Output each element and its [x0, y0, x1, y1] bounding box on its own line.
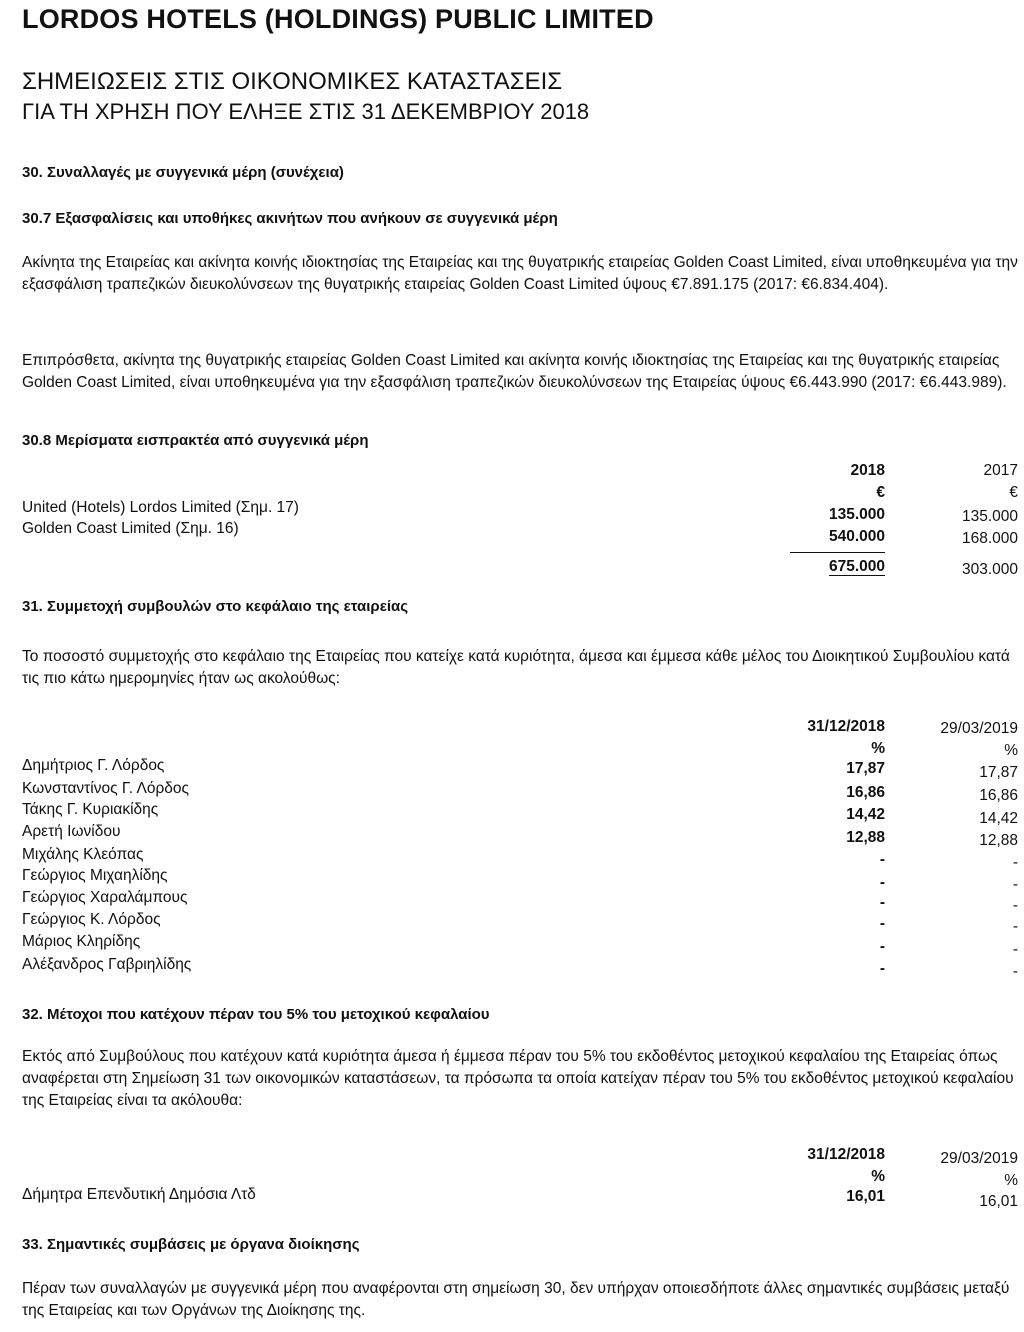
director-name: Κωνσταντίνος Γ. Λόρδος: [22, 780, 189, 797]
shareholders-unit-b: %: [1004, 1172, 1018, 1189]
dividends-col-2018: 2018: [850, 462, 885, 479]
dividends-row-2018: 540.000: [828, 528, 885, 545]
dividends-row-label: United (Hotels) Lordos Limited (Σημ. 17): [22, 499, 299, 516]
dividends-total-2017: 303.000: [961, 561, 1018, 578]
directors-col-b: 29/03/2019: [940, 720, 1018, 737]
shareholders-col-b: 29/03/2019: [940, 1150, 1018, 1167]
note31-paragraph: Το ποσοστό συμμετοχής στο κεφάλαιο της Εταιρείας που κατείχε κατά κυριότητα, άμεσα και έμμεσα κάθε μέλος του Διοικητικού Συμβουλίου κατά τις πιο κάτω ημερομηνίες ήταν ως ακολούθως:: [22, 648, 1010, 687]
dividends-row-2018: 135.000: [828, 506, 885, 523]
director-pct-b: -: [1012, 876, 1018, 893]
dividends-row-2017: 135.000: [961, 508, 1018, 525]
director-pct-a: -: [879, 894, 885, 911]
director-pct-b: -: [1012, 963, 1018, 980]
note33-paragraph: Πέραν των συναλλαγών με συγγενικά μέρη που αναφέρονται στη σημείωση 30, δεν υπήρχαν οποιεσδήποτε άλλες σημαντικές συμβάσεις μεταξύ της Εταιρείας και των Οργάνων της Διοίκησης της.: [22, 1280, 1010, 1319]
shareholder-pct-a: 16,01: [846, 1188, 885, 1205]
document-subtitle: ΓΙΑ ΤΗ ΧΡΗΣΗ ΠΟΥ ΕΛΗΞΕ ΣΤΙΣ 31 ΔΕΚΕΜΒΡΙΟΥ 2018: [22, 99, 590, 124]
dividends-subtotal-rule: [790, 552, 885, 553]
director-pct-b: 14,42: [979, 810, 1018, 827]
director-pct-b: -: [1012, 897, 1018, 914]
note32-heading: 32. Μέτοχοι που κατέχουν πέραν του 5% του μετοχικού κεφαλαίου: [22, 1006, 490, 1023]
dividends-total-2018: [765, 558, 885, 576]
director-pct-a: -: [879, 915, 885, 932]
dividends-row-2017: 168.000: [961, 530, 1018, 547]
directors-unit-a: %: [871, 740, 885, 757]
shareholders-unit-a: %: [871, 1168, 885, 1185]
note32-paragraph: Εκτός από Συμβούλους που κατέχουν κατά κυριότητα άμεσα ή έμμεσα πέραν του 5% του εκδοθέντος μετοχικού κεφαλαίου της Εταιρείας όπως αναφέρεται στη Σημείωση 31 των οικονομικών καταστάσεων, τα πρόσωπα τα οποία κατείχαν πέραν του 5% του εκδοθέντος μετοχικού κεφαλαίου της Εταιρείας είναι τα ακόλουθα:: [22, 1048, 1014, 1109]
note30-7-heading: 30.7 Εξασφαλίσεις και υποθήκες ακινήτων που ανήκουν σε συγγενικά μέρη: [22, 210, 558, 227]
note33-heading: 33. Σημαντικές συμβάσεις με όργανα διοίκησης: [22, 1236, 360, 1253]
director-pct-b: 17,87: [979, 764, 1018, 781]
director-pct-b: 16,86: [979, 787, 1018, 804]
director-pct-a: 17,87: [846, 760, 885, 777]
shareholders-col-a: 31/12/2018: [807, 1146, 885, 1163]
director-pct-a: 14,42: [846, 806, 885, 823]
shareholder-name: Δήμητρα Επενδυτική Δημόσια Λτδ: [22, 1186, 256, 1203]
director-name: Αρετή Ιωνίδου: [22, 823, 121, 840]
dividends-currency-2018: €: [876, 484, 885, 501]
director-pct-a: -: [879, 938, 885, 955]
director-pct-a: 12,88: [846, 829, 885, 846]
note31-heading: 31. Συμμετοχή συμβουλών στο κεφάλαιο της εταιρείας: [22, 598, 409, 615]
note30-heading: 30. Συναλλαγές με συγγενικά μέρη (συνέχεια): [22, 164, 344, 181]
director-pct-a: -: [879, 960, 885, 977]
directors-col-a: 31/12/2018: [807, 718, 885, 735]
director-pct-a: -: [879, 851, 885, 868]
director-pct-b: 12,88: [979, 832, 1018, 849]
document-title: ΣΗΜΕΙΩΣΕΙΣ ΣΤΙΣ ΟΙΚΟΝΟΜΙΚΕΣ ΚΑΤΑΣΤΑΣΕΙΣ: [22, 68, 563, 95]
dividends-currency-2017: €: [1009, 484, 1018, 501]
director-pct-a: 16,86: [846, 784, 885, 801]
director-name: Δημήτριος Γ. Λόρδος: [22, 757, 165, 774]
director-pct-b: -: [1012, 941, 1018, 958]
director-pct-b: -: [1012, 918, 1018, 935]
dividends-row-label: Golden Coast Limited (Σημ. 16): [22, 520, 239, 537]
shareholder-pct-b: 16,01: [979, 1193, 1018, 1210]
director-name: Αλέξανδρος Γαβριηλίδης: [22, 956, 192, 973]
director-name: Γεώργιος Κ. Λόρδος: [22, 911, 161, 928]
company-name: LORDOS HOTELS (HOLDINGS) PUBLIC LIMITED: [22, 4, 654, 34]
note30-7-paragraph: Ακίνητα της Εταιρείας και ακίνητα κοινής ιδιοκτησίας της Εταιρείας και της θυγατρικής εταιρείας Golden Coast Limited, είναι υποθηκευμένα για την εξασφάλιση τραπεζικών διευκολύνσεων της θυγατρικής εταιρείας Golden Coast Limited ύψους €7.891.175 (2017: €6.834.404).: [22, 254, 1018, 293]
director-pct-a: -: [879, 874, 885, 891]
dividends-total-2018-value: 675.000: [828, 558, 885, 575]
directors-unit-b: %: [1004, 742, 1018, 759]
director-name: Τάκης Γ. Κυριακίδης: [22, 801, 159, 818]
director-name: Γεώργιος Χαραλάμπους: [22, 889, 188, 906]
director-name: Γεώργιος Μιχαηλίδης: [22, 867, 168, 884]
note30-8-heading: 30.8 Μερίσματα εισπρακτέα από συγγενικά μέρη: [22, 432, 369, 449]
director-name: Μιχάλης Κλεόπας: [22, 846, 144, 863]
director-pct-b: -: [1012, 854, 1018, 871]
note30-7-paragraph-2: Επιπρόσθετα, ακίνητα της θυγατρικής εταιρείας Golden Coast Limited και ακίνητα κοινής ιδιοκτησίας της Εταιρείας και της θυγατρικής εταιρείας Golden Coast Limited, είναι υποθηκευμένα για την εξασφάλιση τραπεζικών διευκολύνσεων της Εταιρείας ύψους €6.443.990 (2017: €6.443.989).: [22, 352, 1007, 391]
dividends-col-2017: 2017: [983, 462, 1018, 479]
director-name: Μάριος Κληρίδης: [22, 933, 141, 950]
